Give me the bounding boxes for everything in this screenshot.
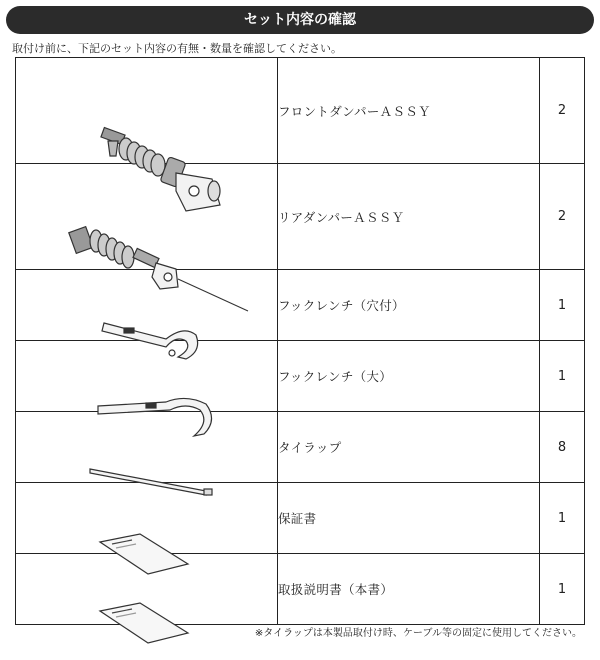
manual-icon bbox=[16, 589, 277, 660]
item-quantity: 1 bbox=[540, 483, 585, 554]
item-quantity: 2 bbox=[540, 164, 585, 270]
item-quantity: 1 bbox=[540, 341, 585, 412]
hook-wrench-large-icon bbox=[16, 376, 277, 447]
item-quantity: 1 bbox=[540, 270, 585, 341]
item-image-cell bbox=[16, 58, 278, 164]
item-name: リアダンパーＡＳＳＹ bbox=[278, 164, 540, 270]
item-name: 取扱説明書（本書） bbox=[278, 554, 540, 625]
item-name: 保証書 bbox=[278, 483, 540, 554]
warranty-card-icon bbox=[16, 518, 277, 589]
item-name: フックレンチ（穴付） bbox=[278, 270, 540, 341]
section-title: セット内容の確認 bbox=[6, 6, 594, 34]
hook-wrench-with-hole-icon bbox=[16, 305, 277, 376]
table-row bbox=[16, 58, 585, 164]
item-quantity: 1 bbox=[540, 554, 585, 625]
item-quantity: 8 bbox=[540, 412, 585, 483]
item-name: フックレンチ（大） bbox=[278, 341, 540, 412]
item-name: フロントダンパーＡＳＳＹ bbox=[278, 58, 540, 164]
parts-list-table bbox=[15, 57, 585, 625]
item-name: タイラップ bbox=[278, 412, 540, 483]
item-quantity: 2 bbox=[540, 58, 585, 164]
footnote-text: ※タイラップは本製品取付け時、ケーブル等の固定に使用してください。 bbox=[254, 628, 582, 639]
front-damper-icon bbox=[16, 111, 277, 217]
cable-tie-icon bbox=[16, 447, 277, 518]
intro-text: 取付け前に、下記のセット内容の有無・数量を確認してください。 bbox=[12, 42, 342, 55]
